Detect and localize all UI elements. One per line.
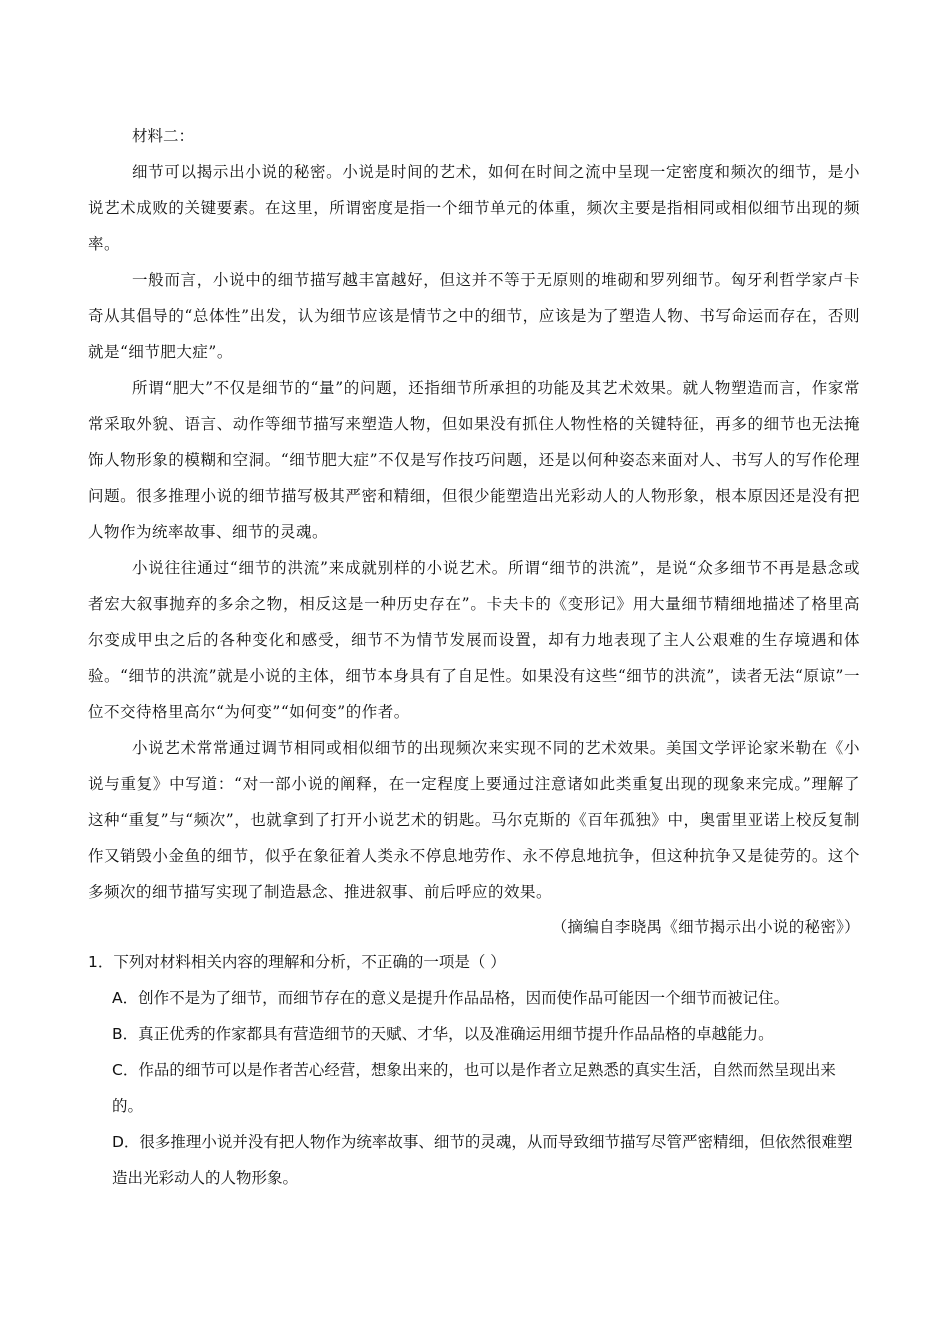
source-citation: （摘编自李晓禺《细节揭示出小说的秘密》）: [551, 918, 860, 936]
paragraph: 小说往往通过“细节的洪流”来成就别样的小说艺术。所谓“细节的洪流”，是说“众多细节不再是悬念或者宏大叙事抛弃的多余之物，相反这是一种历史存在”。卡夫卡的《变形记》用大量细节精细地描述了格里高尔变成甲虫之后的各种变化和感受，细节不为情节发展而设置，却有力地表现了主人公艰难的生存境遇和体验。“细节的洪流”就是小说的主体，细节本身具有了自足性。如果没有这些“细节的洪流”，读者无法“原谅”一位不交待格里高尔“为何变”“如何变”的作者。: [88, 559, 860, 721]
paragraph: 一般而言，小说中的细节描写越丰富越好，但这并不等于无原则的堆砌和罗列细节。匈牙利哲学家卢卡奇从其倡导的“总体性”出发，认为细节应该是情节之中的细节，应该是为了塑造人物、书写命运而存在，否则就是“细节肥大症”。: [88, 271, 860, 361]
question-1: [88, 944, 860, 1196]
material-body: [88, 154, 860, 910]
option-c: C．作品的细节可以是作者苦心经营，想象出来的，也可以是作者立足熟悉的真实生活，自然而然呈现出来的。: [112, 1061, 836, 1115]
option-b: B．真正优秀的作家都具有营造细节的天赋、才华，以及准确运用细节提升作品品格的卓越能力。: [112, 1025, 774, 1043]
question-stem: 1．下列对材料相关内容的理解和分析，不正确的一项是（ ）: [88, 953, 506, 971]
paragraph: 细节可以揭示出小说的秘密。小说是时间的艺术，如何在时间之流中呈现一定密度和频次的细节，是小说艺术成败的关键要素。在这里，所谓密度是指一个细节单元的体重，频次主要是指相同或相似细节出现的频率。: [88, 163, 860, 253]
option-a: A．创作不是为了细节，而细节存在的意义是提升作品品格，因而使作品可能因一个细节而被记住。: [112, 989, 790, 1007]
exam-page: [88, 118, 860, 1196]
paragraph: 小说艺术常常通过调节相同或相似细节的出现频次来实现不同的艺术效果。美国文学评论家米勒在《小说与重复》中写道：“对一部小说的阐释，在一定程度上要通过注意诸如此类重复出现的现象来完成。”理解了这种“重复”与“频次”，也就拿到了打开小说艺术的钥匙。马尔克斯的《百年孤独》中，奥雷里亚诺上校反复制作又销毁小金鱼的细节，似乎在象征着人类永不停息地劳作、永不停息地抗争，但这种抗争又是徒劳的。这个多频次的细节描写实现了制造悬念、推进叙事、前后呼应的效果。: [88, 739, 860, 901]
paragraph: 所谓“肥大”不仅是细节的“量”的问题，还指细节所承担的功能及其艺术效果。就人物塑造而言，作家常常采取外貌、语言、动作等细节描写来塑造人物，但如果没有抓住人物性格的关键特征，再多的细节也无法掩饰人物形象的模糊和空洞。“细节肥大症”不仅是写作技巧问题，还是以何种姿态来面对人、书写人的写作伦理问题。很多推理小说的细节描写极其严密和精细，但很少能塑造出光彩动人的人物形象，根本原因还是没有把人物作为统率故事、细节的灵魂。: [88, 379, 860, 541]
option-d: D．很多推理小说并没有把人物作为统率故事、细节的灵魂，从而导致细节描写尽管严密精细，但依然很难塑造出光彩动人的人物形象。: [112, 1133, 853, 1187]
material-label: 材料二：: [132, 127, 195, 145]
